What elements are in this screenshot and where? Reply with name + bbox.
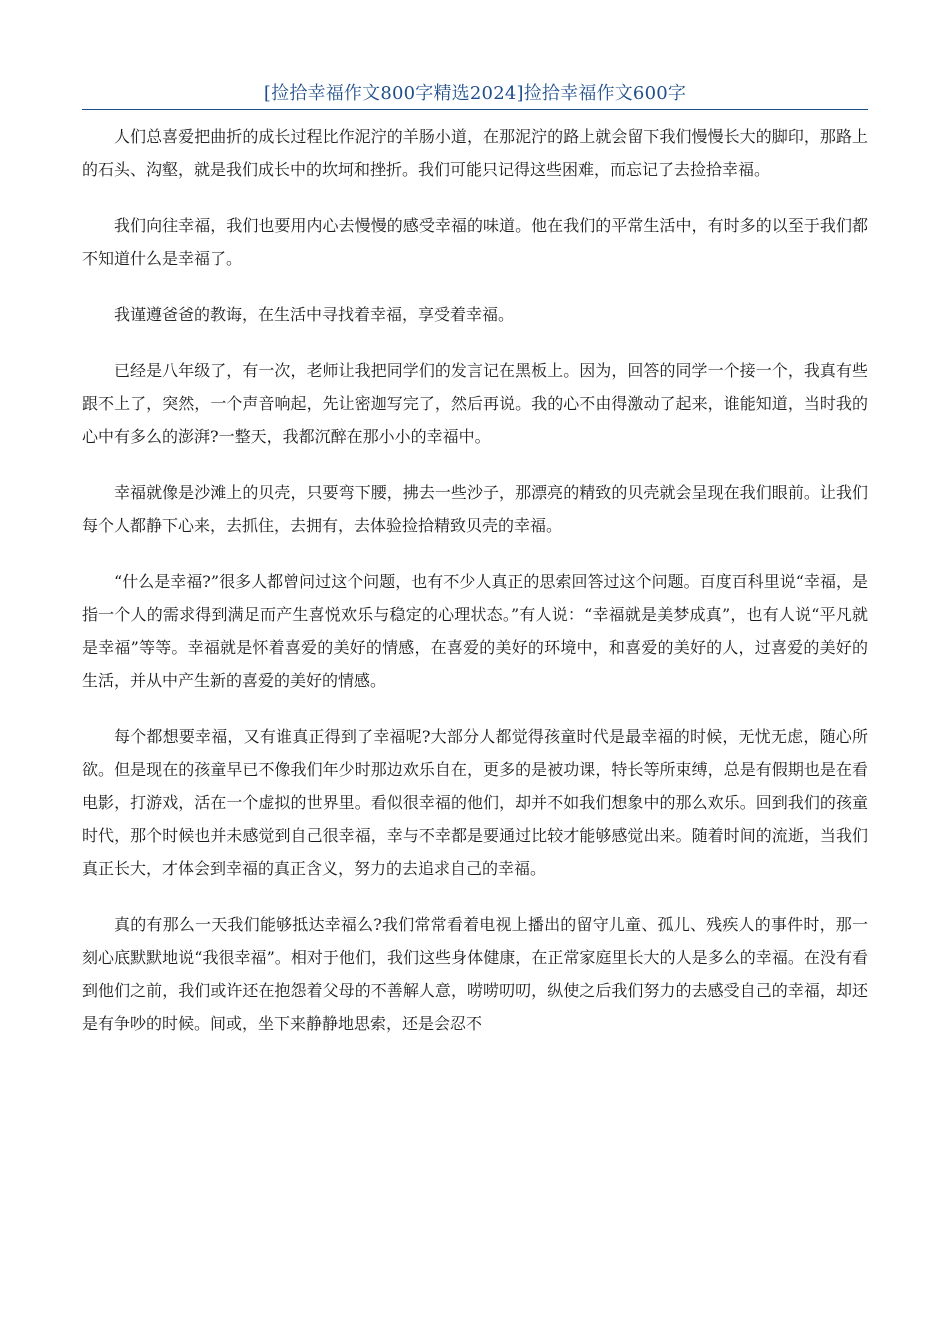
paragraph: 我们向往幸福，我们也要用内心去慢慢的感受幸福的味道。他在我们的平常生活中，有时多的以至于我们都不知道什么是幸福了。 — [82, 216, 868, 268]
document-body — [82, 120, 868, 1063]
paragraph: 真的有那么一天我们能够抵达幸福么?我们常常看着电视上播出的留守儿童、孤儿、残疾人的事件时，那一刻心底默默地说“我很幸福”。相对于他们，我们这些身体健康，在正常家庭里长大的人是多么的幸福。在没有看到他们之前，我们或许还在抱怨着父母的不善解人意，唠唠叨叨，纵使之后我们努力的去感受自己的幸福，却还是有争吵的时候。间或，坐下来静静地思索，还是会忍不 — [82, 915, 868, 1033]
paragraph: 已经是八年级了，有一次，老师让我把同学们的发言记在黑板上。因为，回答的同学一个接一个，我真有些跟不上了，突然，一个声音响起，先让密迦写完了，然后再说。我的心不由得激动了起来，谁能知道，当时我的心中有多么的澎湃?一整天，我都沉醉在那小小的幸福中。 — [82, 361, 868, 446]
document-title: [捡拾幸福作文800字精选2024]捡拾幸福作文600字 — [263, 83, 687, 104]
paragraph: 我谨遵爸爸的教诲，在生活中寻找着幸福，享受着幸福。 — [114, 305, 515, 324]
paragraph: 人们总喜爱把曲折的成长过程比作泥泞的羊肠小道，在那泥泞的路上就会留下我们慢慢长大的脚印，那路上的石头、沟壑，就是我们成长中的坎坷和挫折。我们可能只记得这些困难，而忘记了去捡拾幸福。 — [82, 127, 868, 179]
document-header — [82, 79, 868, 110]
paragraph: 每个都想要幸福，又有谁真正得到了幸福呢?大部分人都觉得孩童时代是最幸福的时候，无忧无虑，随心所欲。但是现在的孩童早已不像我们年少时那边欢乐自在，更多的是被功课，特长等所束缚，总是有假期也是在看电影，打游戏，活在一个虚拟的世界里。看似很幸福的他们，却并不如我们想象中的那么欢乐。回到我们的孩童时代，那个时候也并未感觉到自己很幸福，幸与不幸都是要通过比较才能够感觉出来。随着时间的流逝，当我们真正长大，才体会到幸福的真正含义，努力的去追求自己的幸福。 — [82, 727, 868, 878]
paragraph: “什么是幸福?”很多人都曾问过这个问题，也有不少人真正的思索回答过这个问题。百度百科里说“幸福，是指一个人的需求得到满足而产生喜悦欢乐与稳定的心理状态。”有人说：“幸福就是美梦成真”，也有人说“平凡就是幸福”等等。幸福就是怀着喜爱的美好的情感，在喜爱的美好的环境中，和喜爱的美好的人，过喜爱的美好的生活，并从中产生新的喜爱的美好的情感。 — [82, 572, 868, 690]
paragraph: 幸福就像是沙滩上的贝壳，只要弯下腰，拂去一些沙子，那漂亮的精致的贝壳就会呈现在我们眼前。让我们每个人都静下心来，去抓住，去拥有，去体验捡拾精致贝壳的幸福。 — [82, 483, 868, 535]
